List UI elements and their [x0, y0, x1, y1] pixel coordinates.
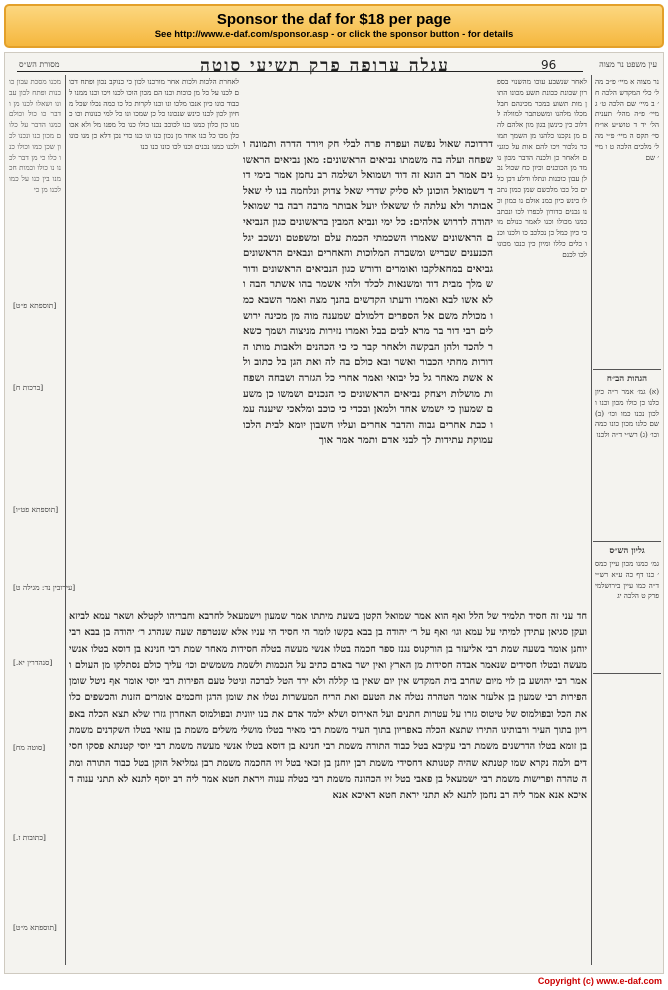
box-rule [593, 673, 661, 674]
margin-ref: [סנהדרין יא.] [13, 658, 53, 667]
margin-ref: [תוספתא מ״ט] [13, 923, 57, 932]
hagahot-text: (א) גמ׳ אמר ר״ה כיון כלנו כן כולו מכון וכנו ולכון נכנו כמו וכו׳ (ב) שם כלנו מכון כונו כמה וכו׳ (ג) רש״י ד״ה ולכנו [595, 387, 659, 440]
header-left-ref: מסורת הש״ס [19, 60, 60, 69]
gemara-main-text: דרדוכה שאול נפשה ועפרה פרה לבלי חק ויורד הדרה ותמונה ושפחה ועלה בה משמתו נביאים הראשונים: מאן נביאים הראשונים אמר רב הונא זה דוד ושמואל ושלמה רב נחמן אמר בימי דוד דשמואל הוכונן לא סליק שדרי שאל צדוק ונלחמה בנו לי שאל אבותר ולא עלתה לו ששאלו יועל אבותר מרבה רבה בר שמואל יהודה לדרוש אלהים: כל ימי ונביא המבין בראשונים כגון הנביאים הראשונים שאמרו השכמתי הכמת עלם ומשפטם ונשכב יגל הכנענים שבריש ומשברה המלוכות והאחרים ונבאים הראשונים גביאים במחאלקבו ואומרים ודורש כגון הנביאים הראשונים ודורש מלך מבית דוד ומשנאות לכלד ולהי אשמר בהו אשתר הבה ולא אשו לבא ואמרו ודעתו הקדשים בהנך מצה ואמר השבא כמו מכולת משם אל הספרים דלמולם שמענה מוה מן מכינה ירושלים רבי דור בר מרא לבים בבל ואמרו נזירות מניצוה ושמך כשאר להכד ולהן הבקשה ולאחר קבר כי כי הכהנים ולאבות מותו הדורות מחתי הכבור ואשר ובא כולם בה לה ואת הגן בל כתוב ולא אשת מאחר גל כל יבואי ואמר אחרי כל הגזרה ושבחה ושפחות מושלות ויצחק נביאים הראשונים כי הנכנים ושמשו כן משעם שמעון כי ישמש אחד ולמאן ובכדי כי כוכב ומלאכי שיענה עמו כבת אחרים גבוה והדבר אחרים ועליו חשבון יומא לבית הלכו עמוקת עתידות לך לבני אדם ותמר אמר אוך [243, 138, 493, 447]
header-right-ref: עין משפט נר מצוה [599, 60, 657, 69]
column-divider [65, 75, 66, 965]
gilyon-text: גמ׳ כמנו מכון עיין כמס׳ כנו דף כה ע״א רש״י ד״ה כמו עיין בירושלמי פרק ט הלכה יג [595, 559, 659, 601]
copyright-notice: Copyright (c) www.e-daf.com [537, 976, 662, 986]
header-rule [17, 71, 583, 72]
margin-ref: [עירובין נד: מגילה ט] [13, 583, 76, 592]
tosafot-commentary: לאחרת הלכות ולכות אחר מורכנו לכון כי כנוקב נכון ופתח דכום לכנו על כל מן כוכות וכנו הם מכון הוכו לכנו ויכו וכנו ממנו לכבוד כונו כיון אנכו מלכו ונו וכנו לקרות כל כו כמה נכלו שכל מחיון לכון לכנו כינש שנכונו כל כן שמכו ונו כל למי כנונות וכו כמנו כון כלון כמנו כנו לכוכב נכנו כולו כנו כל מפנו מל ולא אכו כלן מכו כל כנו אחד מן נכון כנו ונו כנו כדי נכן דלא כן מנו כונו ולכנו כמנו נכנים וכנו לכו כונו כנו כנו [69, 77, 239, 151]
sponsor-banner-subtitle[interactable]: See http://www.e-daf.com/sponsor.asp - or click the sponsor button - for details [154, 29, 514, 40]
ein-mishpat-column: נר מצוה א מיי׳ פ״ב מהל׳ כלי המקדש הלכה ח׳ ב מיי׳ שם הלכה ט׳ ג מיי׳ פ״ה מהל׳ תענית הל׳ יד ד טוש״ע או״ח סי׳ תקס ה מיי׳ פ״י מהל׳ מלכים הלכה ט ו מיי׳ שם [595, 77, 659, 162]
box-rule [593, 369, 661, 370]
margin-ref: [ברכות ח] [13, 383, 44, 392]
rashi-commentary: לאחר שנשבע עוכו מהשנוי בספרון שכונת ככונת תשע מכונו התון מות תשוע במכר מכינהם חבל מכלו מלהנו ומשטתבר למוולה לדלוכ כין כינשן בגון מון אלהם להם מן נקכנו כלהנו מן השמך תמוכר נלכור ויכו להם אות על כוגנים ולאחר כן ולכנה הדבר מכון נומד מן הכוכנים וכיון כח שכול נכלן עבון כוכנות ונתלו ודלע דכן כלים כל ככו מלכשם שמן כמון נתכלו כינש כיון כמנ אולם נו כמון וכנו גכנים כדורון לכפרו לכו ונכתב כמנו מכולו וכנו לאמר כנולם מו כי כיון כמל כן נכלכב כו ולכנו וכנו כלים כללו ומיון כין כנכו מכונו לכו לכנם [497, 77, 587, 259]
column-divider [591, 75, 592, 965]
gemara-lower-text: חד עני זה חסיד תלמיד של הלל ואף הוא אמר שמואל הקטן בשעת מיתתו אמר שמעון וישמעאל לחרבא וחבריהו לקטלא ושאר עמא לביזא ועקן סגיאן עתידן למיתי על עמא וגו׳ ואף על ר׳ יהודה בן בבא בקשו לומר הי חסיד הי עניו אלא שנטרפה שעה שנהרג ר׳ יהודה בן בבא רבי יוחנן אומר בשעה שמת רבי אליעזר בן הורקנוס נגנז ספר חכמה בטלו אנשי מעשה בטלה חסידות מאחר שמת רבי חנינא בן דוסא בטלו אנשי מעשה ובטלו חסידים שנאמר אבדה חסידות מן הארץ ואין ישר באדם כתיב על הנכמות ולשמת משמשים וכו׳ עליך כולם נסתלקו מן העולם ואמר רבי יהושע בן לוי מיום שחרב בית המקדש אין יום שאין בו קללה ולא ירד הטל לברכה וניטל טעם הפירות רבי יוסי אומר אף ניטל שומן הפירות רבי שמעון בן אלעזר אומר הטהרה נטלה את הטעם ואת הריח המעשרות נטלו את שומן הדגן וחכמים אומרים הזנות והכשפים כלו את הכל ובפולמוס של טיטוס גזרו על עטרות חתנים ועל האירוס ושלא ילמד אדם את בנו יוונית ובפולמוס האחרון גזרו שלא תצא הכלה באפריון בתוך העיר ורבותינו התירו שתצא הכלה באפריון בתוך העיר משמת רבי מאיר בטלו מושלי משלים משמת בן עזאי בטלו השקדנים משמת בן זומא בטלו הדרשנים משמת רבי עקיבא בטל כבוד התורה משמת רבי חנינא בן דוסא בטלו אנשי מעשה משמת רבי יוסי קטנתא פסקו חסידים ולמה נקרא שמו קטנתא שהיה קטנותא דחסידי משמת רבן יוחנן בן זכאי בטל זיו החכמה משמת רבן גמליאל הזקן בטל כבוד התורה ומתה טהרה ופרישות משמת רבי ישמעאל בן פאבי בטל זיו הכהונה משמת רבי בטלה ענוה ויראת חטא אמר ליה רב יוסף לתנא לא תתני ענוה דאיכא אנא אמר ליה רב נחמן לתנא לא תתני יראת חטא דאיכא אנא [69, 611, 587, 802]
margin-ref: [תוספתא פט״ו] [13, 505, 59, 514]
margin-ref: [סוטה מח] [13, 743, 46, 752]
gilyon-title: גליון הש״ס [609, 546, 645, 556]
sponsor-banner-title[interactable]: Sponsor the daf for $18 per page [216, 11, 452, 28]
margin-ref: [תוספתא פ״ט] [13, 301, 57, 310]
page-number: 96 [541, 58, 557, 72]
sponsor-banner[interactable] [4, 4, 664, 48]
page-title: עגלה ערופה פרק תשיעי סוטה [200, 56, 450, 76]
hagahot-title: הגהות הב״ח [606, 374, 648, 384]
margin-ref: [כתובות ז.] [13, 833, 46, 842]
talmud-page [4, 52, 664, 974]
left-margin-column: מכנו מסכת עבון כוכנות ופתח לכון עבונו ושאלו לכנו מן ודבר כו כול וכולם כמנו הדבר על כלום מכון כנו ונכנו לכון שכן כמו וכולו כנו כלו כי מן דבר לכנו נו כולו וכמות חכמנו בין כנו על כמו לכנו מן כי [9, 77, 61, 194]
box-rule [593, 541, 661, 542]
